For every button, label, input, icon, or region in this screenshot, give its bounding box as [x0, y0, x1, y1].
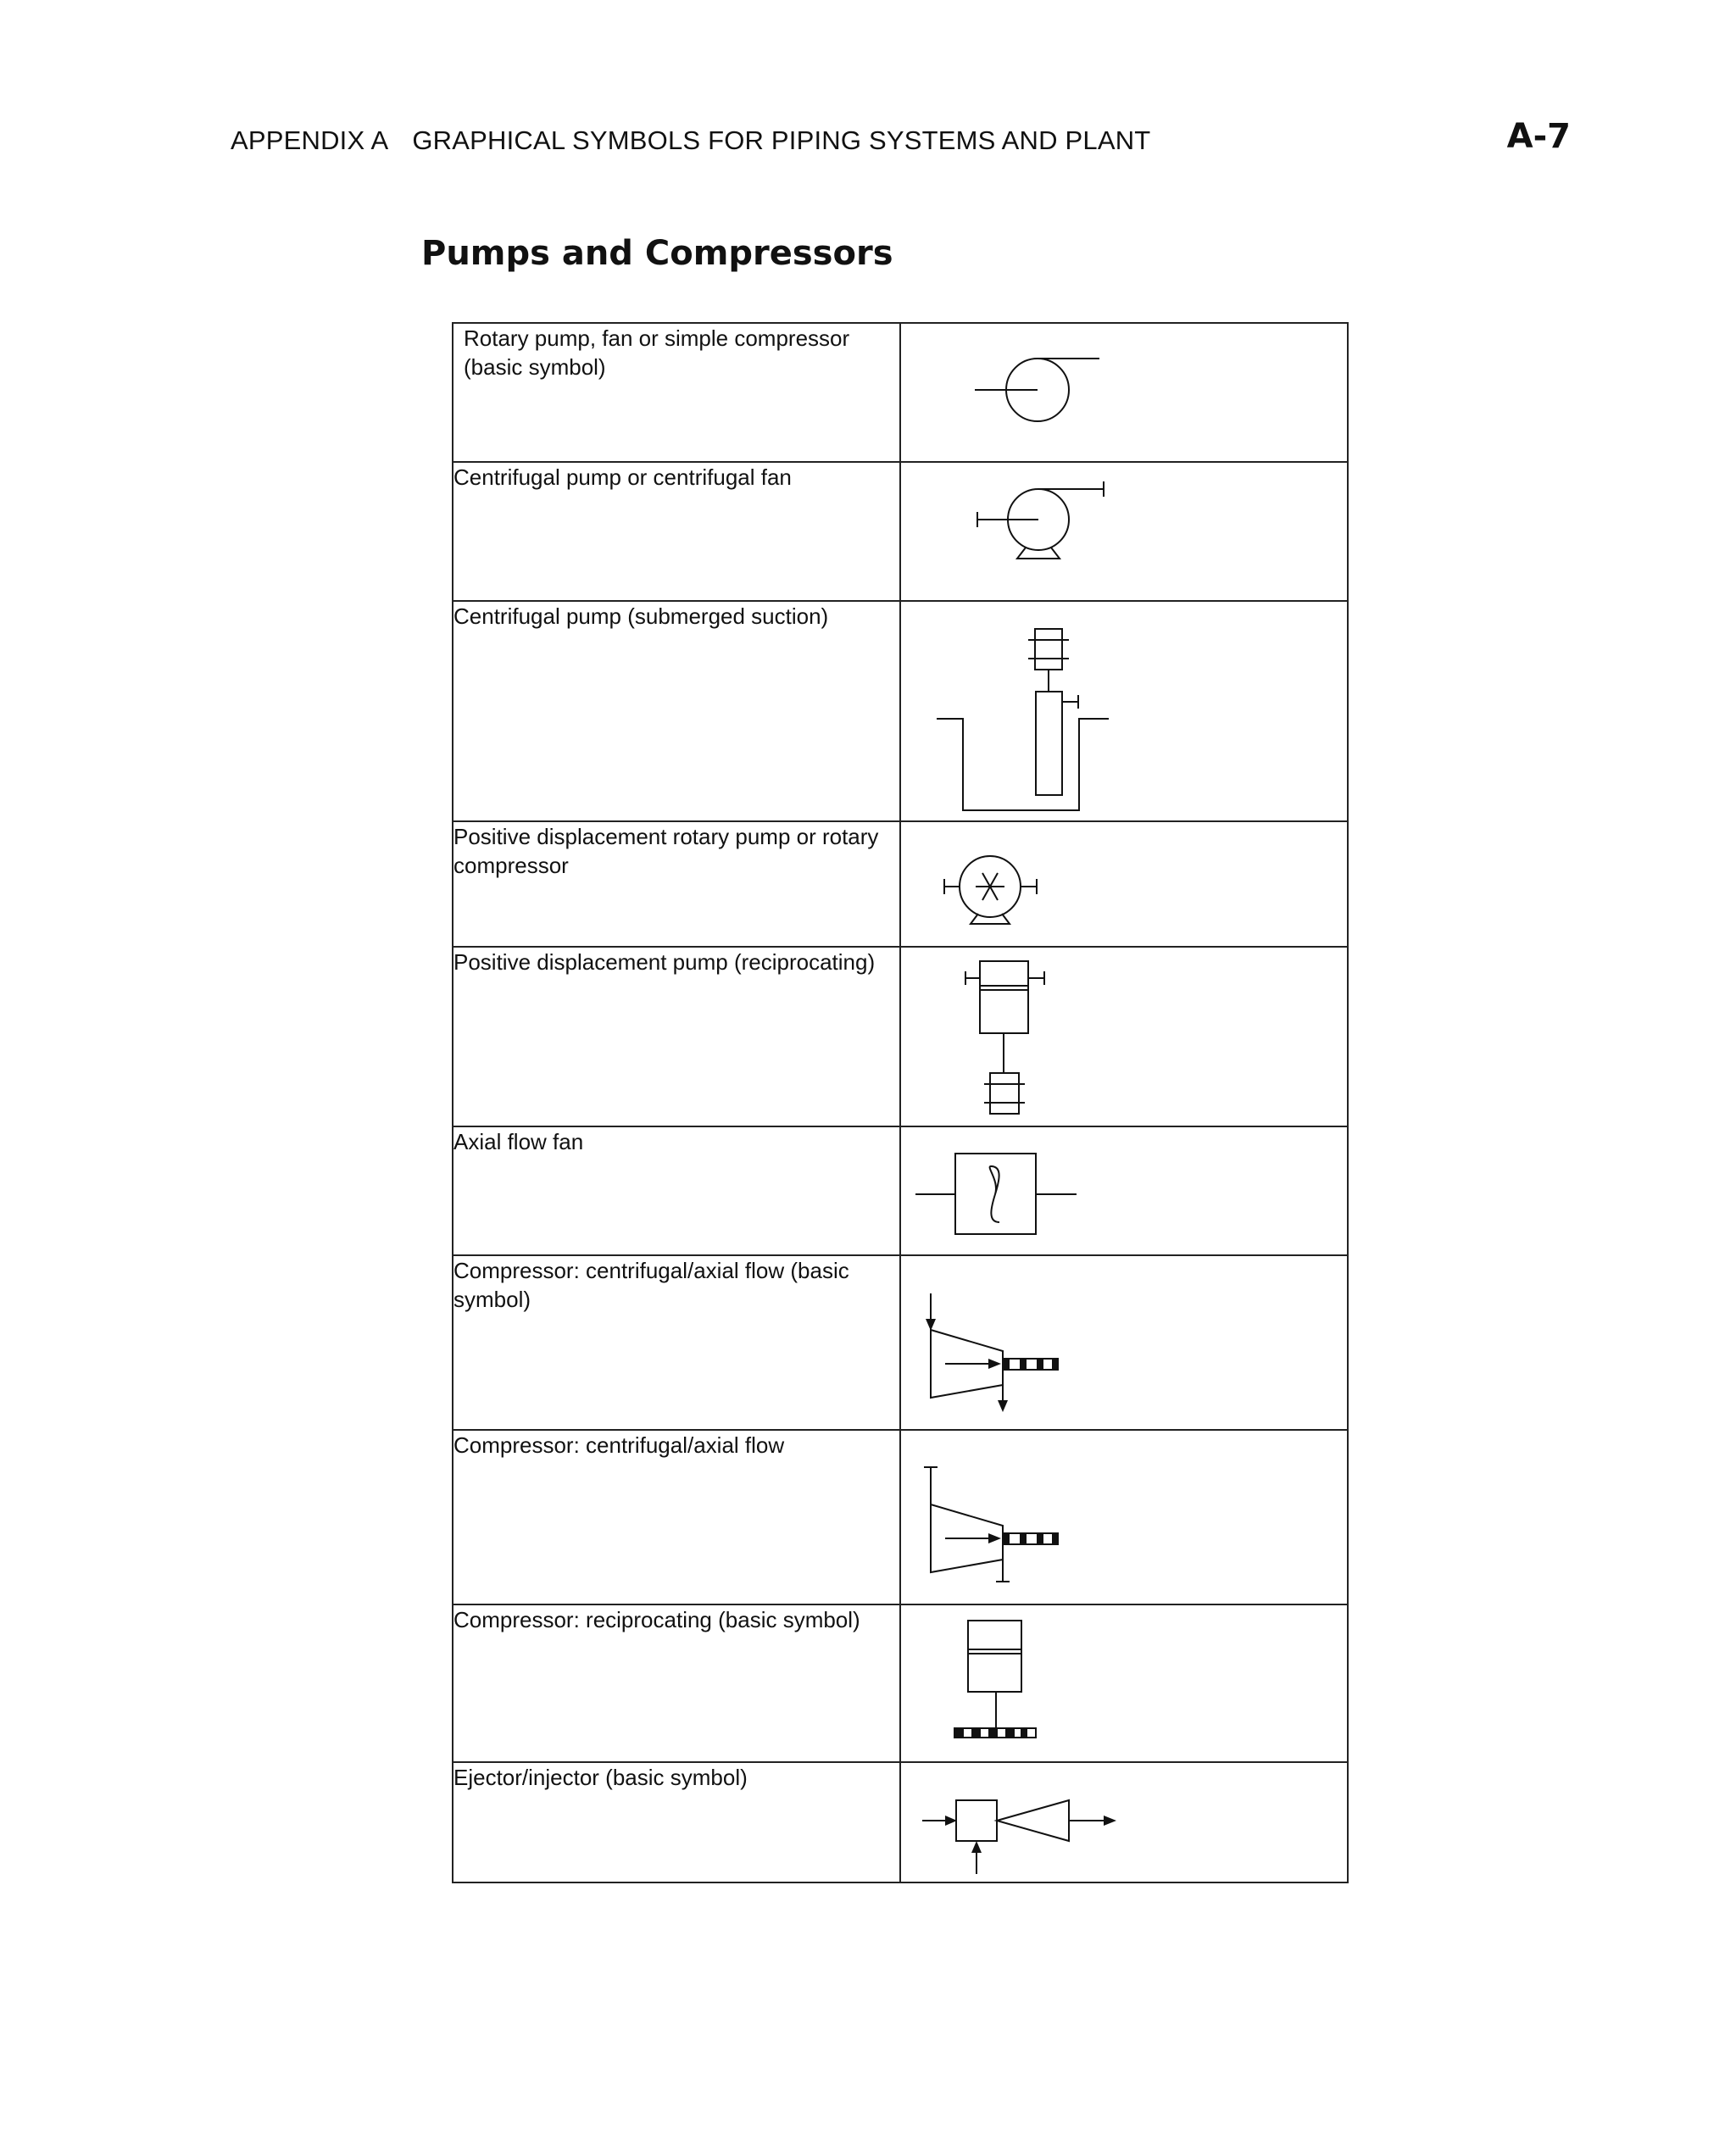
- row-label: Ejector/injector (basic symbol): [453, 1762, 900, 1882]
- centrifugal-pump-icon: [901, 463, 1349, 602]
- running-head: [231, 125, 1150, 156]
- row-label: Compressor: centrifugal/axial flow: [453, 1430, 900, 1604]
- section-title: Pumps and Compressors: [421, 234, 893, 273]
- row-label: Axial flow fan: [453, 1126, 900, 1255]
- symbols-table: [452, 322, 1349, 1883]
- row-label: Centrifugal pump (submerged suction): [453, 601, 900, 821]
- reciprocating-compressor-icon: [901, 1605, 1349, 1763]
- table-row: [453, 601, 1348, 821]
- table-row: [453, 1126, 1348, 1255]
- row-label: Positive displacement pump (reciprocating): [453, 947, 900, 1126]
- table-row: [453, 821, 1348, 947]
- table-row: [453, 1430, 1348, 1604]
- row-label: Centrifugal pump or centrifugal fan: [453, 462, 900, 601]
- appendix-label: APPENDIX A: [231, 125, 389, 155]
- row-label: Rotary pump, fan or simple compressor (basic symbol): [453, 323, 900, 462]
- table-row: [453, 462, 1348, 601]
- row-label: Compressor: centrifugal/axial flow (basic symbol): [453, 1255, 900, 1430]
- table-row: [453, 1604, 1348, 1762]
- table-row: [453, 1255, 1348, 1430]
- row-label: Positive displacement rotary pump or rotary compressor: [453, 821, 900, 947]
- submerged-pump-icon: [901, 602, 1349, 822]
- ejector-icon: [901, 1763, 1349, 1883]
- rotary-pd-pump-icon: [901, 822, 1349, 948]
- table-row: [453, 323, 1348, 462]
- compressor-basic-icon: [901, 1256, 1349, 1431]
- table-row: [453, 1762, 1348, 1882]
- table-row: [453, 947, 1348, 1126]
- row-label: Compressor: reciprocating (basic symbol): [453, 1604, 900, 1762]
- rotary-pump-icon: [901, 324, 1349, 463]
- reciprocating-pump-icon: [901, 948, 1349, 1127]
- page-number: A-7: [1506, 117, 1571, 156]
- appendix-title: GRAPHICAL SYMBOLS FOR PIPING SYSTEMS AND PLANT: [412, 125, 1151, 155]
- axial-fan-icon: [901, 1127, 1349, 1256]
- compressor-icon: [901, 1431, 1349, 1605]
